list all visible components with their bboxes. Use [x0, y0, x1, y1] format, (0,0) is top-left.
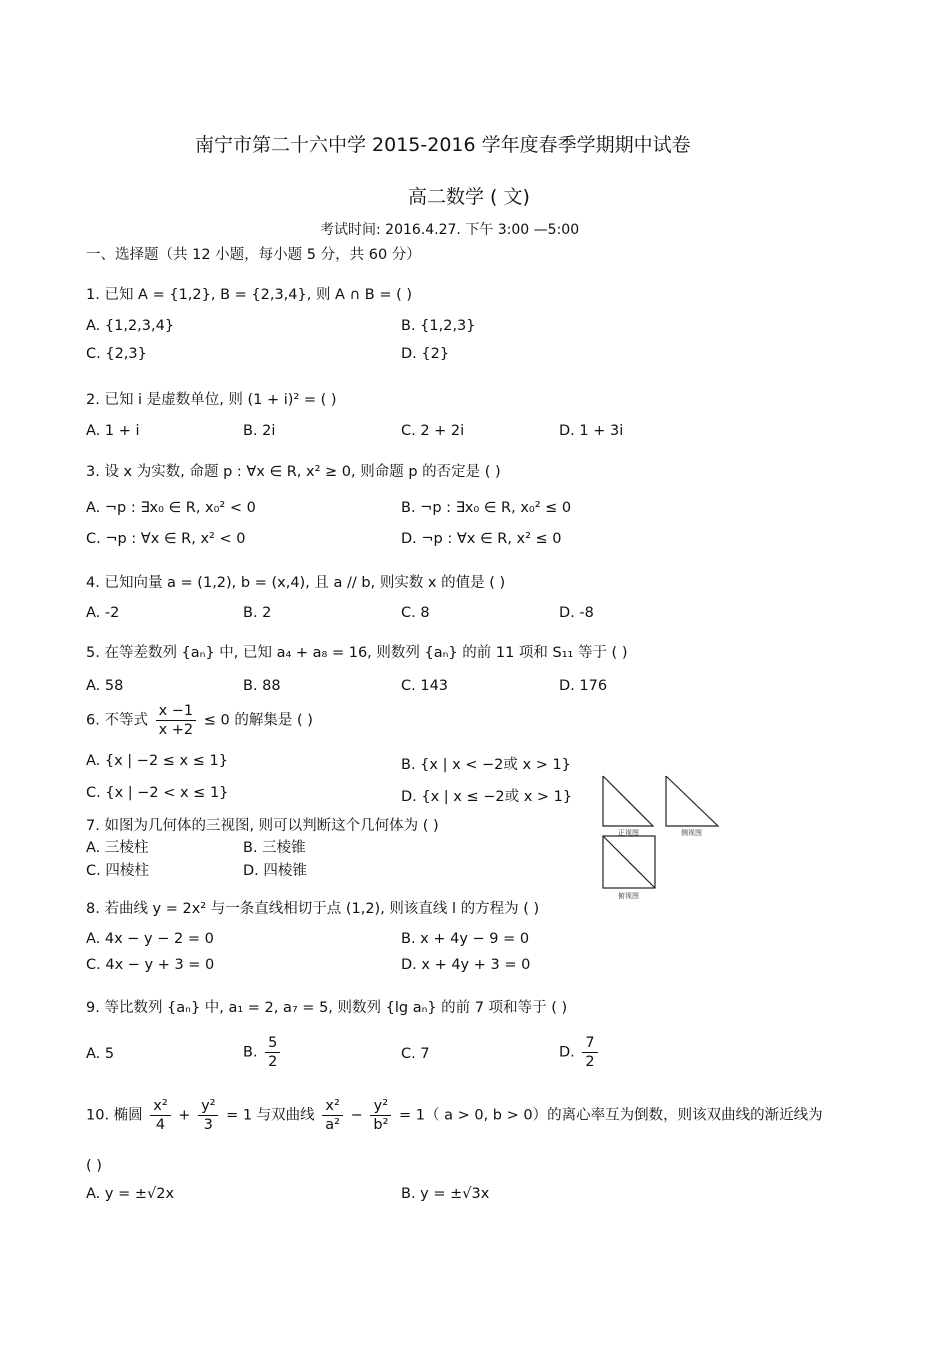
- question-4-option-c: C. 8: [401, 605, 430, 621]
- question-4-stem: 4. 已知向量 a = (1,2), b = (x,4), 且 a // b, 则实数 x 的值是 ( ): [86, 575, 506, 591]
- question-10-stem-pre: 10. 椭圆: [86, 1107, 143, 1124]
- question-9-option-d-label: D.: [559, 1044, 575, 1061]
- question-10-stem: [86, 1097, 823, 1134]
- question-6-stem: [86, 702, 313, 739]
- question-9-option-b: [243, 1034, 283, 1071]
- question-10-answer-paren: ( ): [86, 1158, 102, 1174]
- question-10-option-b: B. y = ±√3x: [401, 1186, 490, 1202]
- front-view-caption: 正视图: [618, 829, 639, 837]
- question-1-option-c: C. {2,3}: [86, 346, 147, 362]
- section-heading: 一、选择题（共 12 小题，每小题 5 分，共 60 分）: [86, 247, 421, 263]
- side-view: [666, 776, 718, 826]
- question-6-denominator: x +2: [158, 722, 194, 738]
- exam-time: 考试时间: 2016.4.27. 下午 3:00 —5:00: [320, 222, 580, 238]
- question-1-option-b: B. {1,2,3}: [401, 318, 476, 334]
- question-3-option-d: D. ¬p : ∀x ∈ R, x² ≤ 0: [401, 531, 562, 547]
- question-6-stem-post: ≤ 0 的解集是 ( ): [203, 712, 313, 729]
- question-9-option-b-fraction: [265, 1034, 280, 1071]
- question-10-option-a: A. y = ±√2x: [86, 1186, 175, 1202]
- hyperbola-term-y: [370, 1097, 391, 1134]
- ellipse-y-denominator: 3: [203, 1117, 213, 1133]
- hyperbola-x-denominator: a²: [325, 1117, 340, 1133]
- hyperbola-minus: −: [350, 1107, 363, 1124]
- question-8-stem: 8. 若曲线 y = 2x² 与一条直线相切于点 (1,2), 则该直线 l 的方程为 ( ): [86, 901, 540, 917]
- question-2-option-b: B. 2i: [243, 423, 276, 439]
- ellipse-y-numerator: y²: [198, 1097, 218, 1116]
- question-1-option-d: D. {2}: [401, 346, 450, 362]
- question-2-option-a: A. 1 + i: [86, 423, 140, 439]
- question-7-stem: 7. 如图为几何体的三视图, 则可以判断这个几何体为 ( ): [86, 818, 439, 834]
- question-3-option-c: C. ¬p : ∀x ∈ R, x² < 0: [86, 531, 246, 547]
- question-2-stem: 2. 已知 i 是虚数单位, 则 (1 + i)² = ( ): [86, 392, 337, 408]
- question-7-option-b: B. 三棱锥: [243, 840, 306, 856]
- question-9-option-b-label: B.: [243, 1044, 258, 1061]
- question-8-option-d: D. x + 4y + 3 = 0: [401, 957, 531, 973]
- question-2-option-c: C. 2 + 2i: [401, 423, 465, 439]
- question-2-option-d: D. 1 + 3i: [559, 423, 624, 439]
- question-9-option-c: C. 7: [401, 1046, 430, 1062]
- question-8-option-c: C. 4x − y + 3 = 0: [86, 957, 215, 973]
- question-6-fraction: [156, 702, 197, 739]
- question-7-option-d: D. 四棱锥: [243, 863, 307, 879]
- question-9-option-b-denominator: 2: [268, 1054, 278, 1070]
- question-6-numerator: x −1: [156, 702, 197, 721]
- ellipse-x-denominator: 4: [155, 1117, 166, 1133]
- question-8-option-a: A. 4x − y − 2 = 0: [86, 931, 214, 947]
- hyperbola-term-x: [322, 1097, 343, 1134]
- ellipse-term-x: [150, 1097, 170, 1134]
- question-6-option-a: A. {x | −2 ≤ x ≤ 1}: [86, 753, 228, 769]
- question-1-option-a: A. {1,2,3,4}: [86, 318, 175, 334]
- question-3-stem: 3. 设 x 为实数, 命题 p : ∀x ∈ R, x² ≥ 0, 则命题 p 的否定是 ( ): [86, 464, 501, 480]
- ellipse-plus: +: [178, 1107, 191, 1124]
- top-view: [603, 836, 655, 888]
- question-5-option-b: B. 88: [243, 678, 281, 694]
- three-view-figure: [600, 774, 725, 902]
- question-3-option-b: B. ¬p : ∃x₀ ∈ R, x₀² ≤ 0: [401, 500, 572, 516]
- hyperbola-x-numerator: x²: [322, 1097, 343, 1116]
- question-1-stem: 1. 已知 A = {1,2}, B = {2,3,4}, 则 A ∩ B = ( ): [86, 287, 413, 303]
- question-6-option-d: D. {x | x ≤ −2或 x > 1}: [401, 789, 573, 805]
- question-5-stem: 5. 在等差数列 {aₙ} 中, 已知 a₄ + a₈ = 16, 则数列 {aₙ} 的前 11 项和 S₁₁ 等于 ( ): [86, 645, 628, 661]
- question-9-option-d-denominator: 2: [585, 1054, 595, 1070]
- ellipse-term-y: [198, 1097, 218, 1134]
- top-view-caption: 俯视图: [618, 892, 639, 900]
- question-4-option-d: D. -8: [559, 605, 594, 621]
- question-4-option-b: B. 2: [243, 605, 272, 621]
- question-6-stem-pre: 6. 不等式: [86, 712, 148, 729]
- question-6-option-c: C. {x | −2 < x ≤ 1}: [86, 785, 229, 801]
- question-7-option-c: C. 四棱柱: [86, 863, 149, 879]
- question-6-option-b: B. {x | x < −2或 x > 1}: [401, 757, 571, 773]
- question-9-stem: 9. 等比数列 {aₙ} 中, a₁ = 2, a₇ = 5, 则数列 {lg aₙ} 的前 7 项和等于 ( ): [86, 1000, 568, 1016]
- question-8-option-b: B. x + 4y − 9 = 0: [401, 931, 530, 947]
- question-5-option-c: C. 143: [401, 678, 449, 694]
- question-4-option-a: A. -2: [86, 605, 120, 621]
- question-7-option-a: A. 三棱柱: [86, 840, 149, 856]
- question-3-option-a: A. ¬p : ∃x₀ ∈ R, x₀² < 0: [86, 500, 256, 516]
- question-5-option-d: D. 176: [559, 678, 608, 694]
- subject-subtitle: 高二数学 ( 文): [408, 186, 530, 208]
- question-9-option-a: A. 5: [86, 1046, 115, 1062]
- ellipse-x-numerator: x²: [150, 1097, 170, 1116]
- exam-title: 南宁市第二十六中学 2015-2016 学年度春季学期期中试卷: [195, 134, 691, 156]
- question-5-option-a: A. 58: [86, 678, 124, 694]
- hyperbola-y-denominator: b²: [373, 1117, 389, 1133]
- question-10-mid-text: = 1 与双曲线: [226, 1107, 315, 1124]
- question-10-stem-post: = 1（ a > 0, b > 0）的离心率互为倒数，则该双曲线的渐近线为: [399, 1107, 823, 1124]
- question-9-option-d: [559, 1034, 601, 1071]
- question-9-option-d-fraction: [582, 1034, 597, 1071]
- question-9-option-d-numerator: 7: [582, 1034, 597, 1053]
- hyperbola-y-numerator: y²: [370, 1097, 391, 1116]
- question-9-option-b-numerator: 5: [265, 1034, 280, 1053]
- front-view: [603, 776, 653, 826]
- side-view-caption: 侧视图: [681, 829, 702, 837]
